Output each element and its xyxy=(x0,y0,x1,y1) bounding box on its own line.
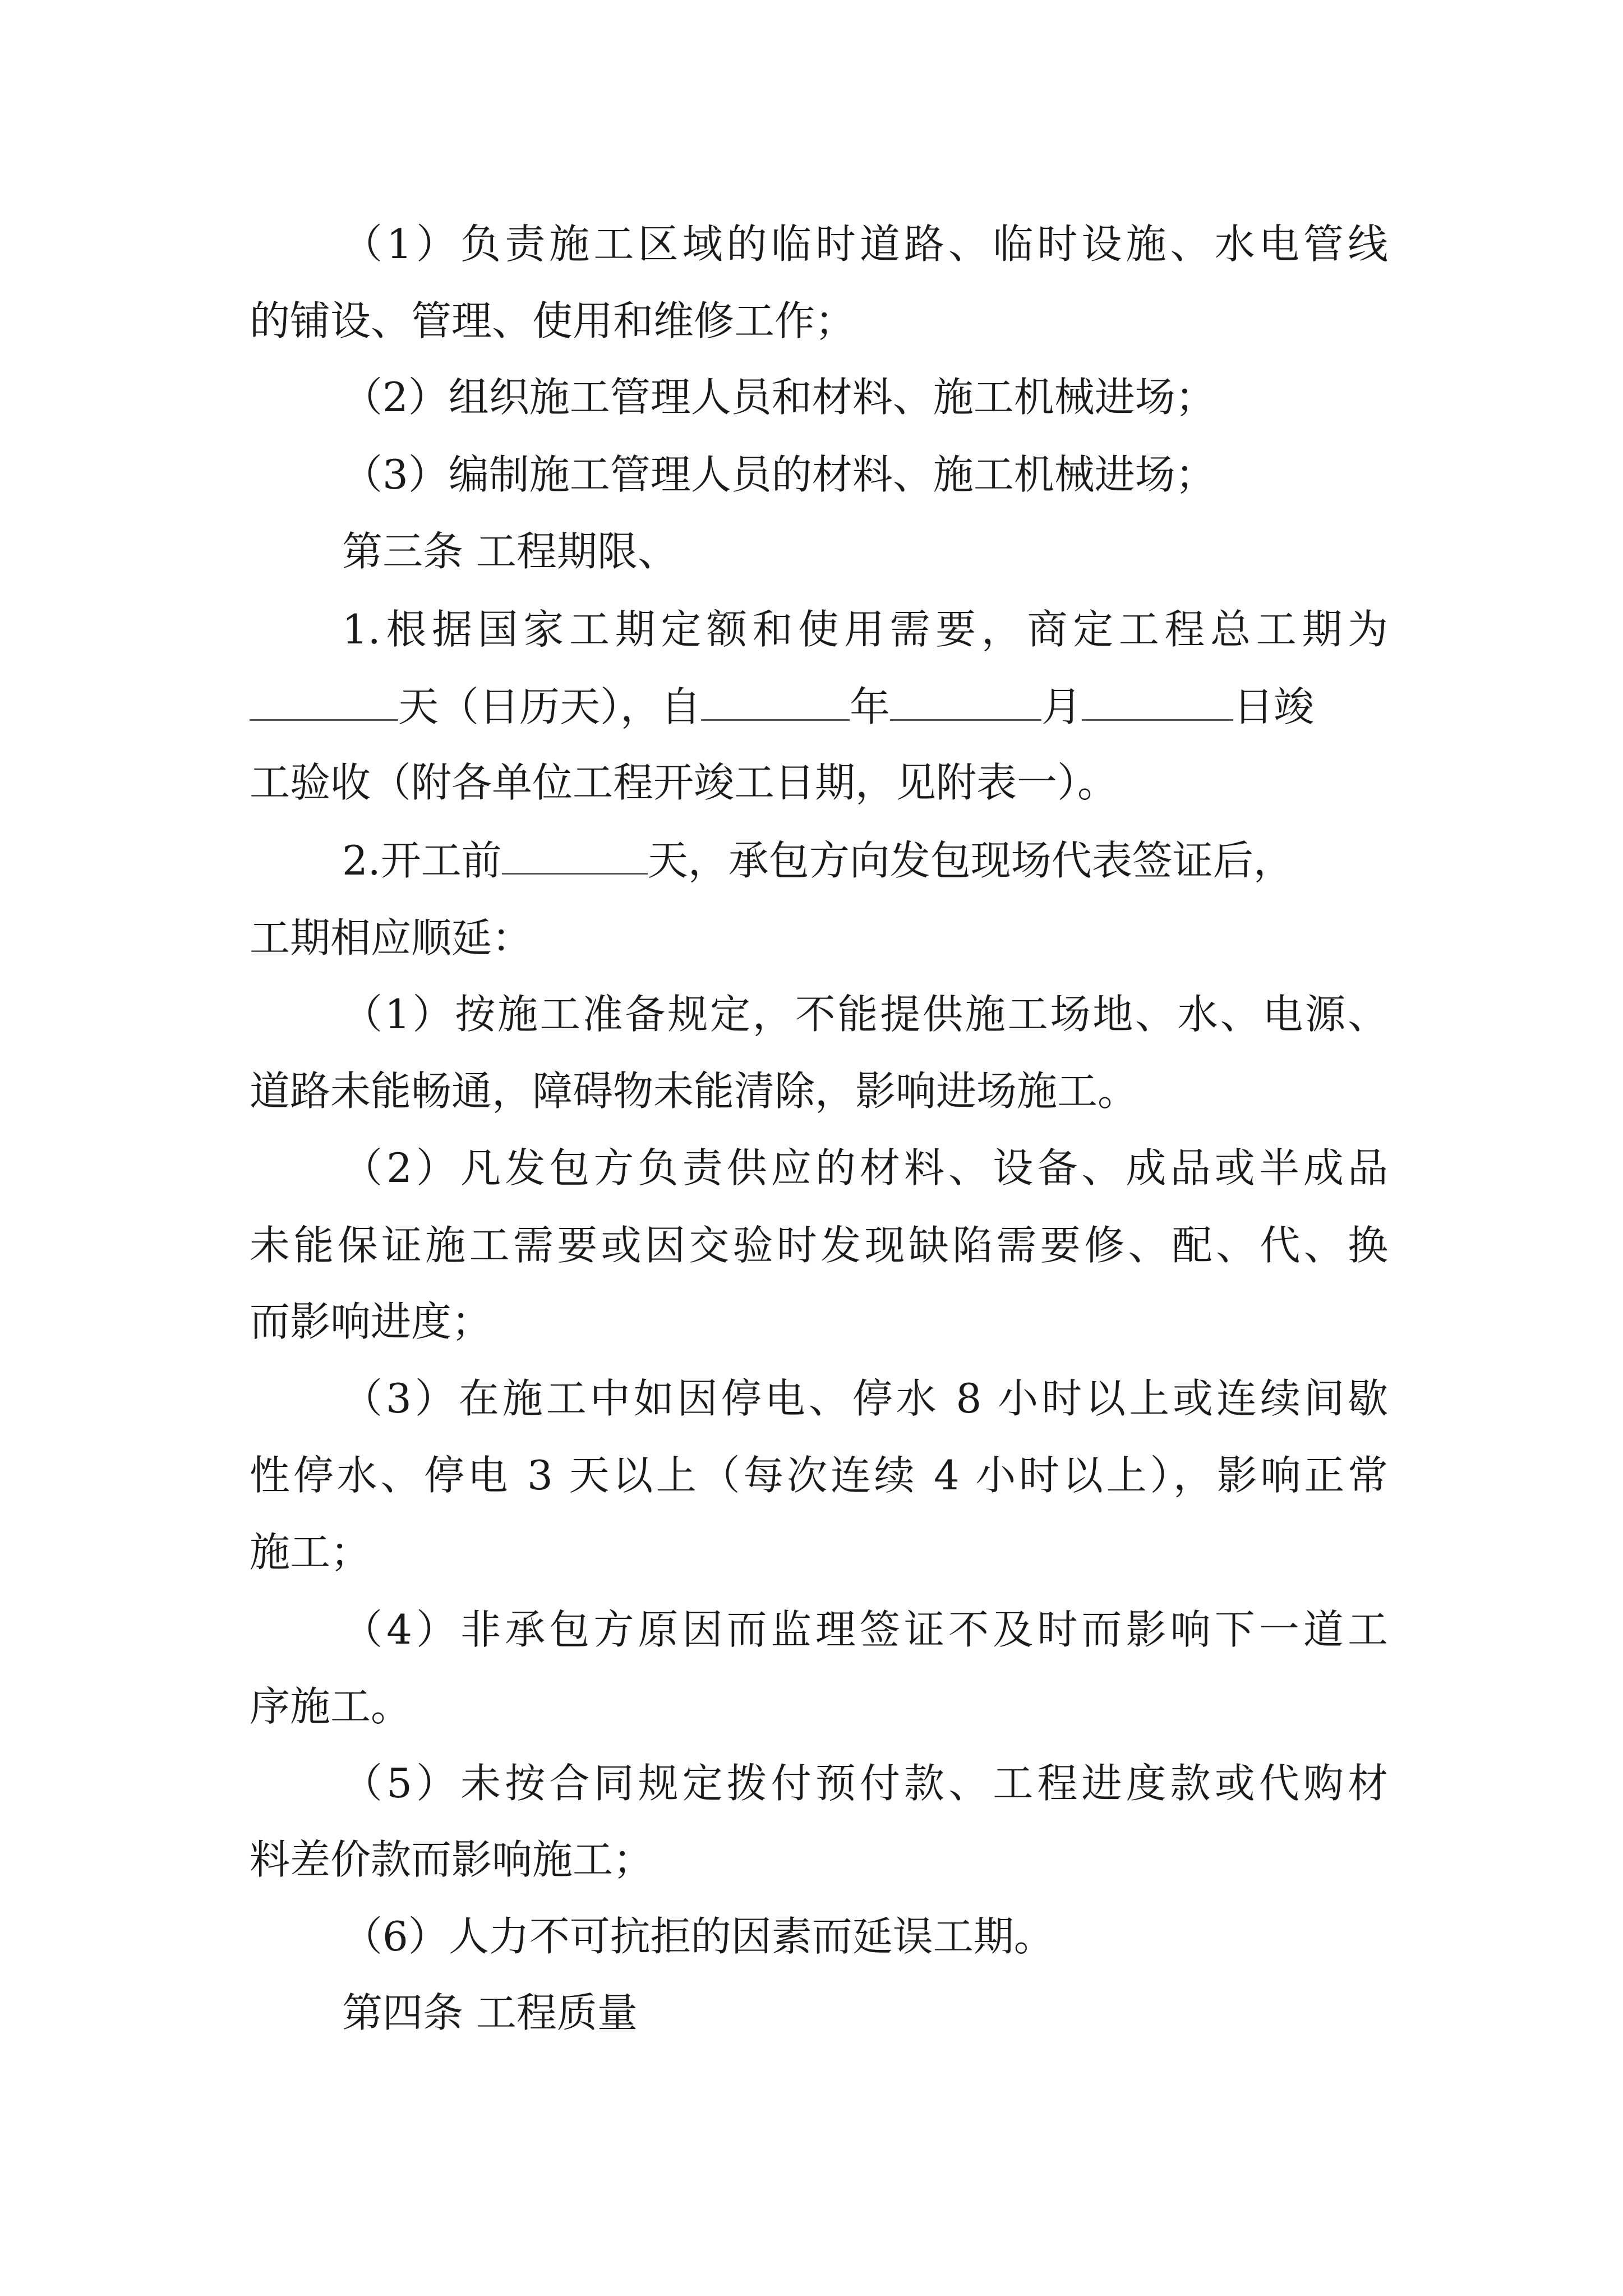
blank-day[interactable] xyxy=(1082,684,1233,721)
clause-2-line-1 xyxy=(342,832,1388,889)
delay-item-5-line-2: 料差价款而影响施工； xyxy=(250,1836,654,1883)
clause-1-line-3: 工验收（附各单位工程开竣工日期，见附表一）。 xyxy=(250,759,1118,806)
delay-item-2-line-3: 而影响进度； xyxy=(250,1298,492,1345)
day-label: 日竣 xyxy=(1233,683,1315,730)
delay-item-3-line-2: 性停水、停电 3 天以上（每次连续 4 小时以上），影响正常 xyxy=(250,1452,1388,1499)
month-label: 月 xyxy=(1041,683,1082,730)
item-2: （2）组织施工管理人员和材料、施工机械进场； xyxy=(342,374,1216,421)
delay-item-3-line-1: （3）在施工中如因停电、停水 8 小时以上或连续间歇 xyxy=(342,1375,1388,1422)
days-label: 天（日历天），自 xyxy=(398,683,702,730)
clause-2-line-2: 工期相应顺延： xyxy=(250,914,533,961)
delay-item-1-line-1: （1）按施工准备规定，不能提供施工场地、水、电源、 xyxy=(342,991,1388,1038)
item-3: （3）编制施工管理人员的材料、施工机械进场； xyxy=(342,451,1216,498)
blank-days[interactable] xyxy=(250,684,398,721)
year-label: 年 xyxy=(850,683,891,730)
delay-item-4-line-2: 序施工。 xyxy=(250,1683,412,1730)
blank-days-before[interactable] xyxy=(502,838,648,875)
delay-item-2-line-2: 未能保证施工需要或因交验时发现缺陷需要修、配、代、换 xyxy=(250,1222,1388,1269)
delay-item-6: （6）人力不可抗拒的因素而延误工期。 xyxy=(342,1913,1054,1960)
item-1-line-1: （1）负责施工区域的临时道路、临时设施、水电管线 xyxy=(342,220,1388,268)
blank-year[interactable] xyxy=(701,684,850,721)
delay-item-4-line-1: （4）非承包方原因而监理签证不及时而影响下一道工 xyxy=(342,1606,1388,1653)
delay-item-5-line-1: （5）未按合同规定拨付预付款、工程进度款或代购材 xyxy=(342,1760,1388,1807)
item-1-line-2: 的铺设、管理、使用和维修工作； xyxy=(250,297,856,344)
clause-2-rest: 天，承包方向发包现场代表签证后， xyxy=(647,837,1294,884)
clause-1-line-2 xyxy=(250,679,1388,735)
delay-item-1-line-2: 道路未能畅通，障碍物未能清除，影响进场施工。 xyxy=(250,1068,1138,1115)
clause-1-line-1: 1.根据国家工期定额和使用需要，商定工程总工期为 xyxy=(342,606,1388,653)
article-4-heading: 第四条 工程质量 xyxy=(342,1989,638,2036)
delay-item-3-line-3: 施工； xyxy=(250,1529,371,1576)
delay-item-2-line-1: （2）凡发包方负责供应的材料、设备、成品或半成品 xyxy=(342,1144,1388,1191)
clause-2-start: 2.开工前 xyxy=(342,837,502,884)
article-3-heading: 第三条 工程期限、 xyxy=(342,528,678,575)
blank-month[interactable] xyxy=(890,684,1041,721)
